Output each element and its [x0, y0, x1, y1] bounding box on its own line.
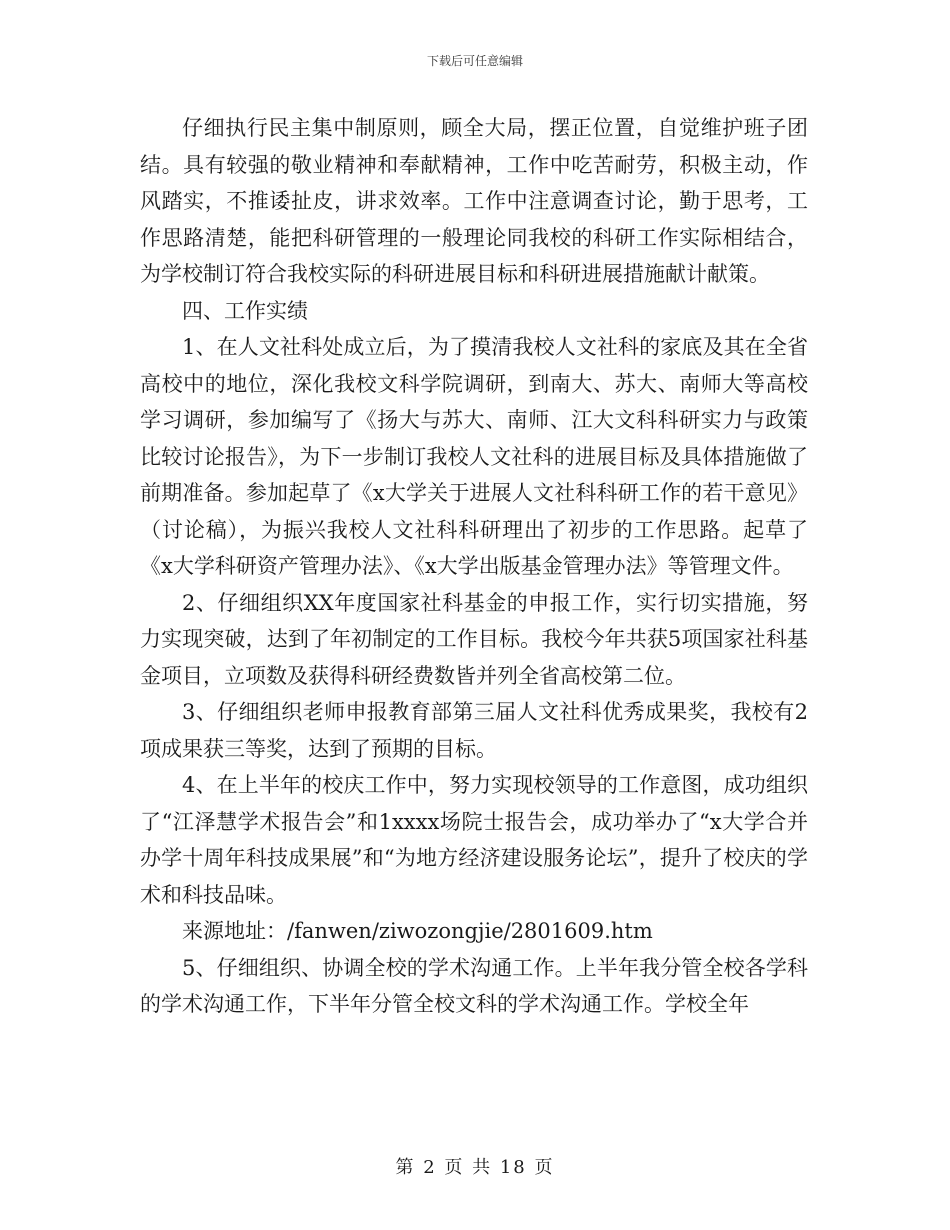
document-body [140, 110, 808, 1023]
paragraph-work-style: 仔细执行民主集中制原则，顾全大局，摆正位置，自觉维护班子团结。具有较强的敬业精神和奉献精神，工作中吃苦耐劳，积极主动，作风踏实，不推诿扯皮，讲求效率。工作中注意调查讨论，勤于思考，工作思路清楚，能把科研管理的一般理论同我校的科研工作实际相结合，为学校制订符合我校实际的科研进展目标和科研进展措施献计献策。 [140, 116, 808, 286]
paragraph-achievement-4: 4、在上半年的校庆工作中，努力实现校领导的工作意图，成功组织了“江泽慧学术报告会”和1xxxx场院士报告会，成功举办了“x大学合并办学十周年科技成果展”和“为地方经济建设服务论坛”，提升了校庆的学术和科技品味。 [140, 773, 808, 907]
section-heading-achievements: 四、工作实绩 [182, 298, 308, 323]
page-header: 下载后可任意编辑 [426, 54, 523, 68]
paragraph-achievement-5: 5、仔细组织、协调全校的学术沟通工作。上半年我分管全校各学科的学术沟通工作，下半年分管全校文科的学术沟通工作。学校全年 [140, 955, 808, 1016]
source-address: 来源地址：/fanwen/ziwozongjie/2801609.htm [182, 919, 653, 943]
paragraph-achievement-2: 2、仔细组织XX年度国家社科基金的申报工作，实行切实措施，努力实现突破，达到了年初制定的工作目标。我校今年共获5项国家社科基金项目，立项数及获得科研经费数皆并列全省高校第二位。 [140, 590, 808, 688]
paragraph-achievement-3: 3、仔细组织老师申报教育部第三届人文社科优秀成果奖，我校有2项成果获三等奖，达到了预期的目标。 [140, 700, 808, 761]
page-number-footer: 第 2 页 共 18 页 [395, 1157, 555, 1178]
paragraph-achievement-1: 1、在人文社科处成立后，为了摸清我校人文社科的家底及其在全省高校中的地位，深化我校文科学院调研，到南大、苏大、南师大等高校学习调研，参加编写了《扬大与苏大、南师、江大文科科研实力与政策比较讨论报告》，为下一步制订我校人文社科的进展目标及具体措施做了前期准备。参加起草了《x大学关于进展人文社科科研工作的若干意见》（讨论稿），为振兴我校人文社科科研理出了初步的工作思路。起草了《x大学科研资产管理办法》、《x大学出版基金管理办法》等管理文件。 [140, 335, 808, 578]
